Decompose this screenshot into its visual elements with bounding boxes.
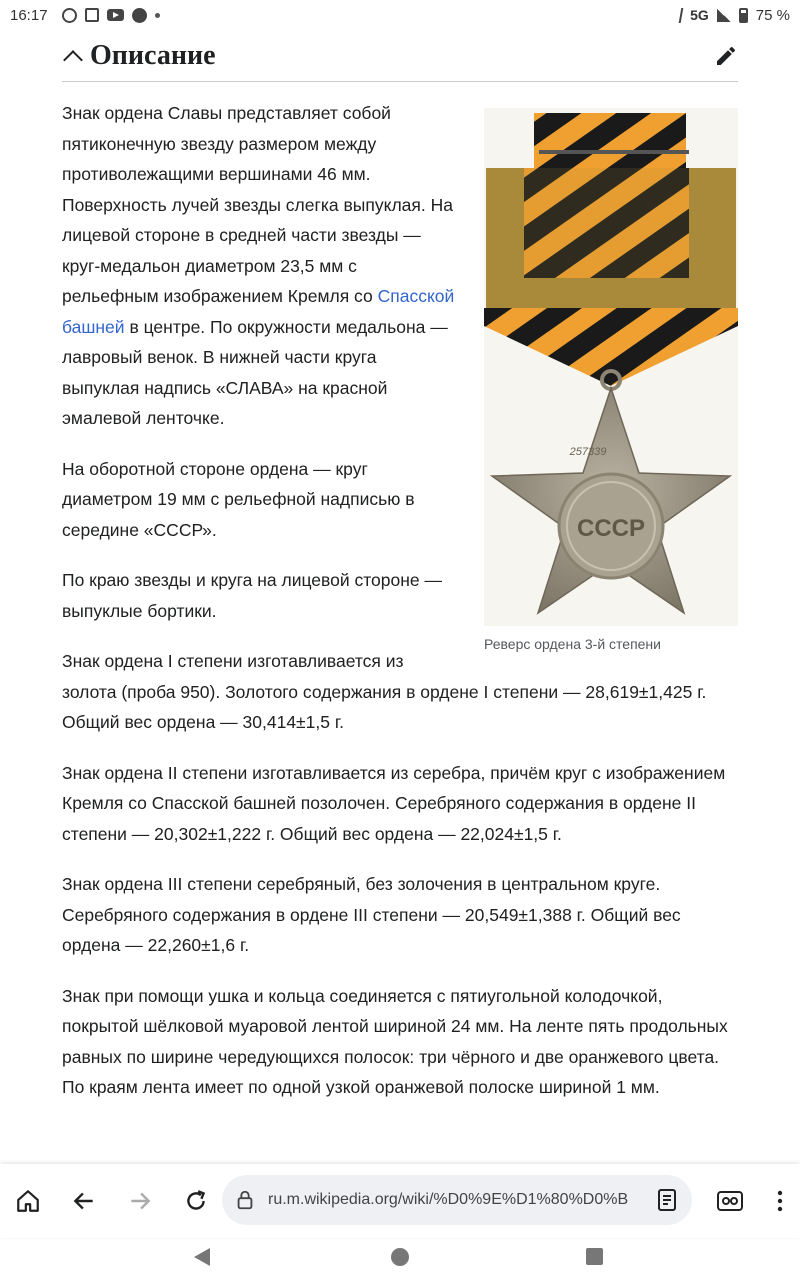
telegram-icon — [132, 8, 147, 23]
lock-icon[interactable] — [234, 1189, 256, 1211]
more-vert-icon — [776, 1189, 784, 1213]
section-header[interactable] — [62, 30, 738, 82]
paragraph-1-text-end: в центре. По окружности медальона — лавровый венок. В нижней части круга выпуклая надпись «СЛАВА» на красной эмалевой ленточке. — [62, 316, 448, 428]
nav-home-icon[interactable] — [391, 1248, 409, 1266]
system-nav-bar — [0, 1238, 800, 1280]
more-notifications-dot-icon — [155, 13, 160, 18]
bluetooth-icon — [671, 8, 684, 23]
battery-percent: 75 % — [755, 6, 790, 24]
nav-back-icon[interactable] — [194, 1248, 210, 1266]
article-content — [62, 98, 738, 1123]
paragraph-3: По краю звезды и круга на лицевой стороне — выпуклые бортики. — [62, 570, 443, 621]
notification-icons — [62, 8, 160, 23]
forward-arrow-icon — [127, 1188, 153, 1214]
reader-mode-button[interactable] — [702, 1173, 758, 1229]
network-type: 5G — [690, 7, 709, 23]
figure-caption: Реверс ордена 3-й степени — [484, 636, 661, 652]
whatsapp-icon — [62, 8, 77, 23]
page-info-icon[interactable] — [656, 1188, 678, 1212]
chevron-up-icon[interactable] — [63, 50, 83, 70]
back-arrow-icon — [71, 1188, 97, 1214]
home-icon — [15, 1188, 41, 1214]
home-button[interactable] — [0, 1173, 56, 1229]
url-bar[interactable] — [222, 1175, 692, 1225]
paragraph-4: Знак ордена I степени изготавливается из золота (проба 950). Золотого содержания в ордене I степени — 28,619±1,425 г. Общий вес ордена — 30,414±1,5 г. — [62, 651, 707, 732]
url-text[interactable]: ru.m.wikipedia.org/wiki/%D0%9E%D1%80%D0%B — [268, 1191, 629, 1208]
section-title: Описание — [90, 39, 216, 71]
status-time: 16:17 — [10, 6, 48, 24]
reload-button[interactable] — [168, 1173, 224, 1229]
back-button[interactable] — [56, 1173, 112, 1229]
medal-inscription: СССР — [576, 515, 646, 542]
paragraph-7: Знак при помощи ушка и кольца соединяется с пятиугольной колодочкой, покрытой шёлковой муаровой лентой шириной 24 мм. На ленте пять продольных равных по ширине чередующихся полосок: три чёрного и две оранжевого цвета. По краям лента имеет по одной узкой оранжевой полоске шириной 1 мм. — [62, 985, 728, 1097]
figure — [484, 108, 738, 654]
spasskaya-tower-link[interactable]: Спасской башней — [62, 286, 455, 337]
nav-recents-icon[interactable] — [586, 1248, 603, 1265]
paragraph-2: На оборотной стороне ордена — круг диаметром 19 мм с рельефной надписью в середине «СССР». — [62, 458, 415, 540]
more-menu-button[interactable] — [752, 1173, 800, 1229]
youtube-icon — [107, 9, 124, 21]
battery-icon — [739, 8, 748, 23]
system-icons — [672, 7, 790, 24]
signal-icon — [717, 9, 731, 22]
forward-button[interactable] — [112, 1173, 168, 1229]
reader-mode-icon — [716, 1189, 744, 1213]
status-bar — [0, 0, 800, 30]
paragraph-5: Знак ордена II степени изготавливается из серебра, причём круг с изображением Кремля со Спасской башней позолочен. Серебряного содержания в ордене II степени — 20,302±1,222 г. Общий вес ордена — 22,024±1,5 г. — [62, 762, 726, 844]
medal-serial: 257339 — [569, 446, 607, 458]
paragraph-6: Знак ордена III степени серебряный, без золочения в центральном круге. Серебряного содержания в ордене III степени — 20,549±1,388 г. Общий вес ордена — 22,260±1,6 г. — [62, 874, 681, 955]
browser-toolbar — [0, 1164, 800, 1238]
news-icon — [85, 8, 99, 22]
reload-icon — [183, 1188, 209, 1214]
edit-pencil-icon[interactable] — [714, 44, 738, 68]
paragraph-1-text: Знак ордена Славы представляет собой пятиконечную звезду размером между противолежащими вершинами 46 мм. Поверхность лучей звезды слегка выпуклая. На лицевой стороне в средней части звезды — круг-медальон диаметром 23,5 мм с рельефным изображением Кремля со — [62, 103, 453, 306]
order-of-glory-image[interactable] — [484, 108, 738, 626]
